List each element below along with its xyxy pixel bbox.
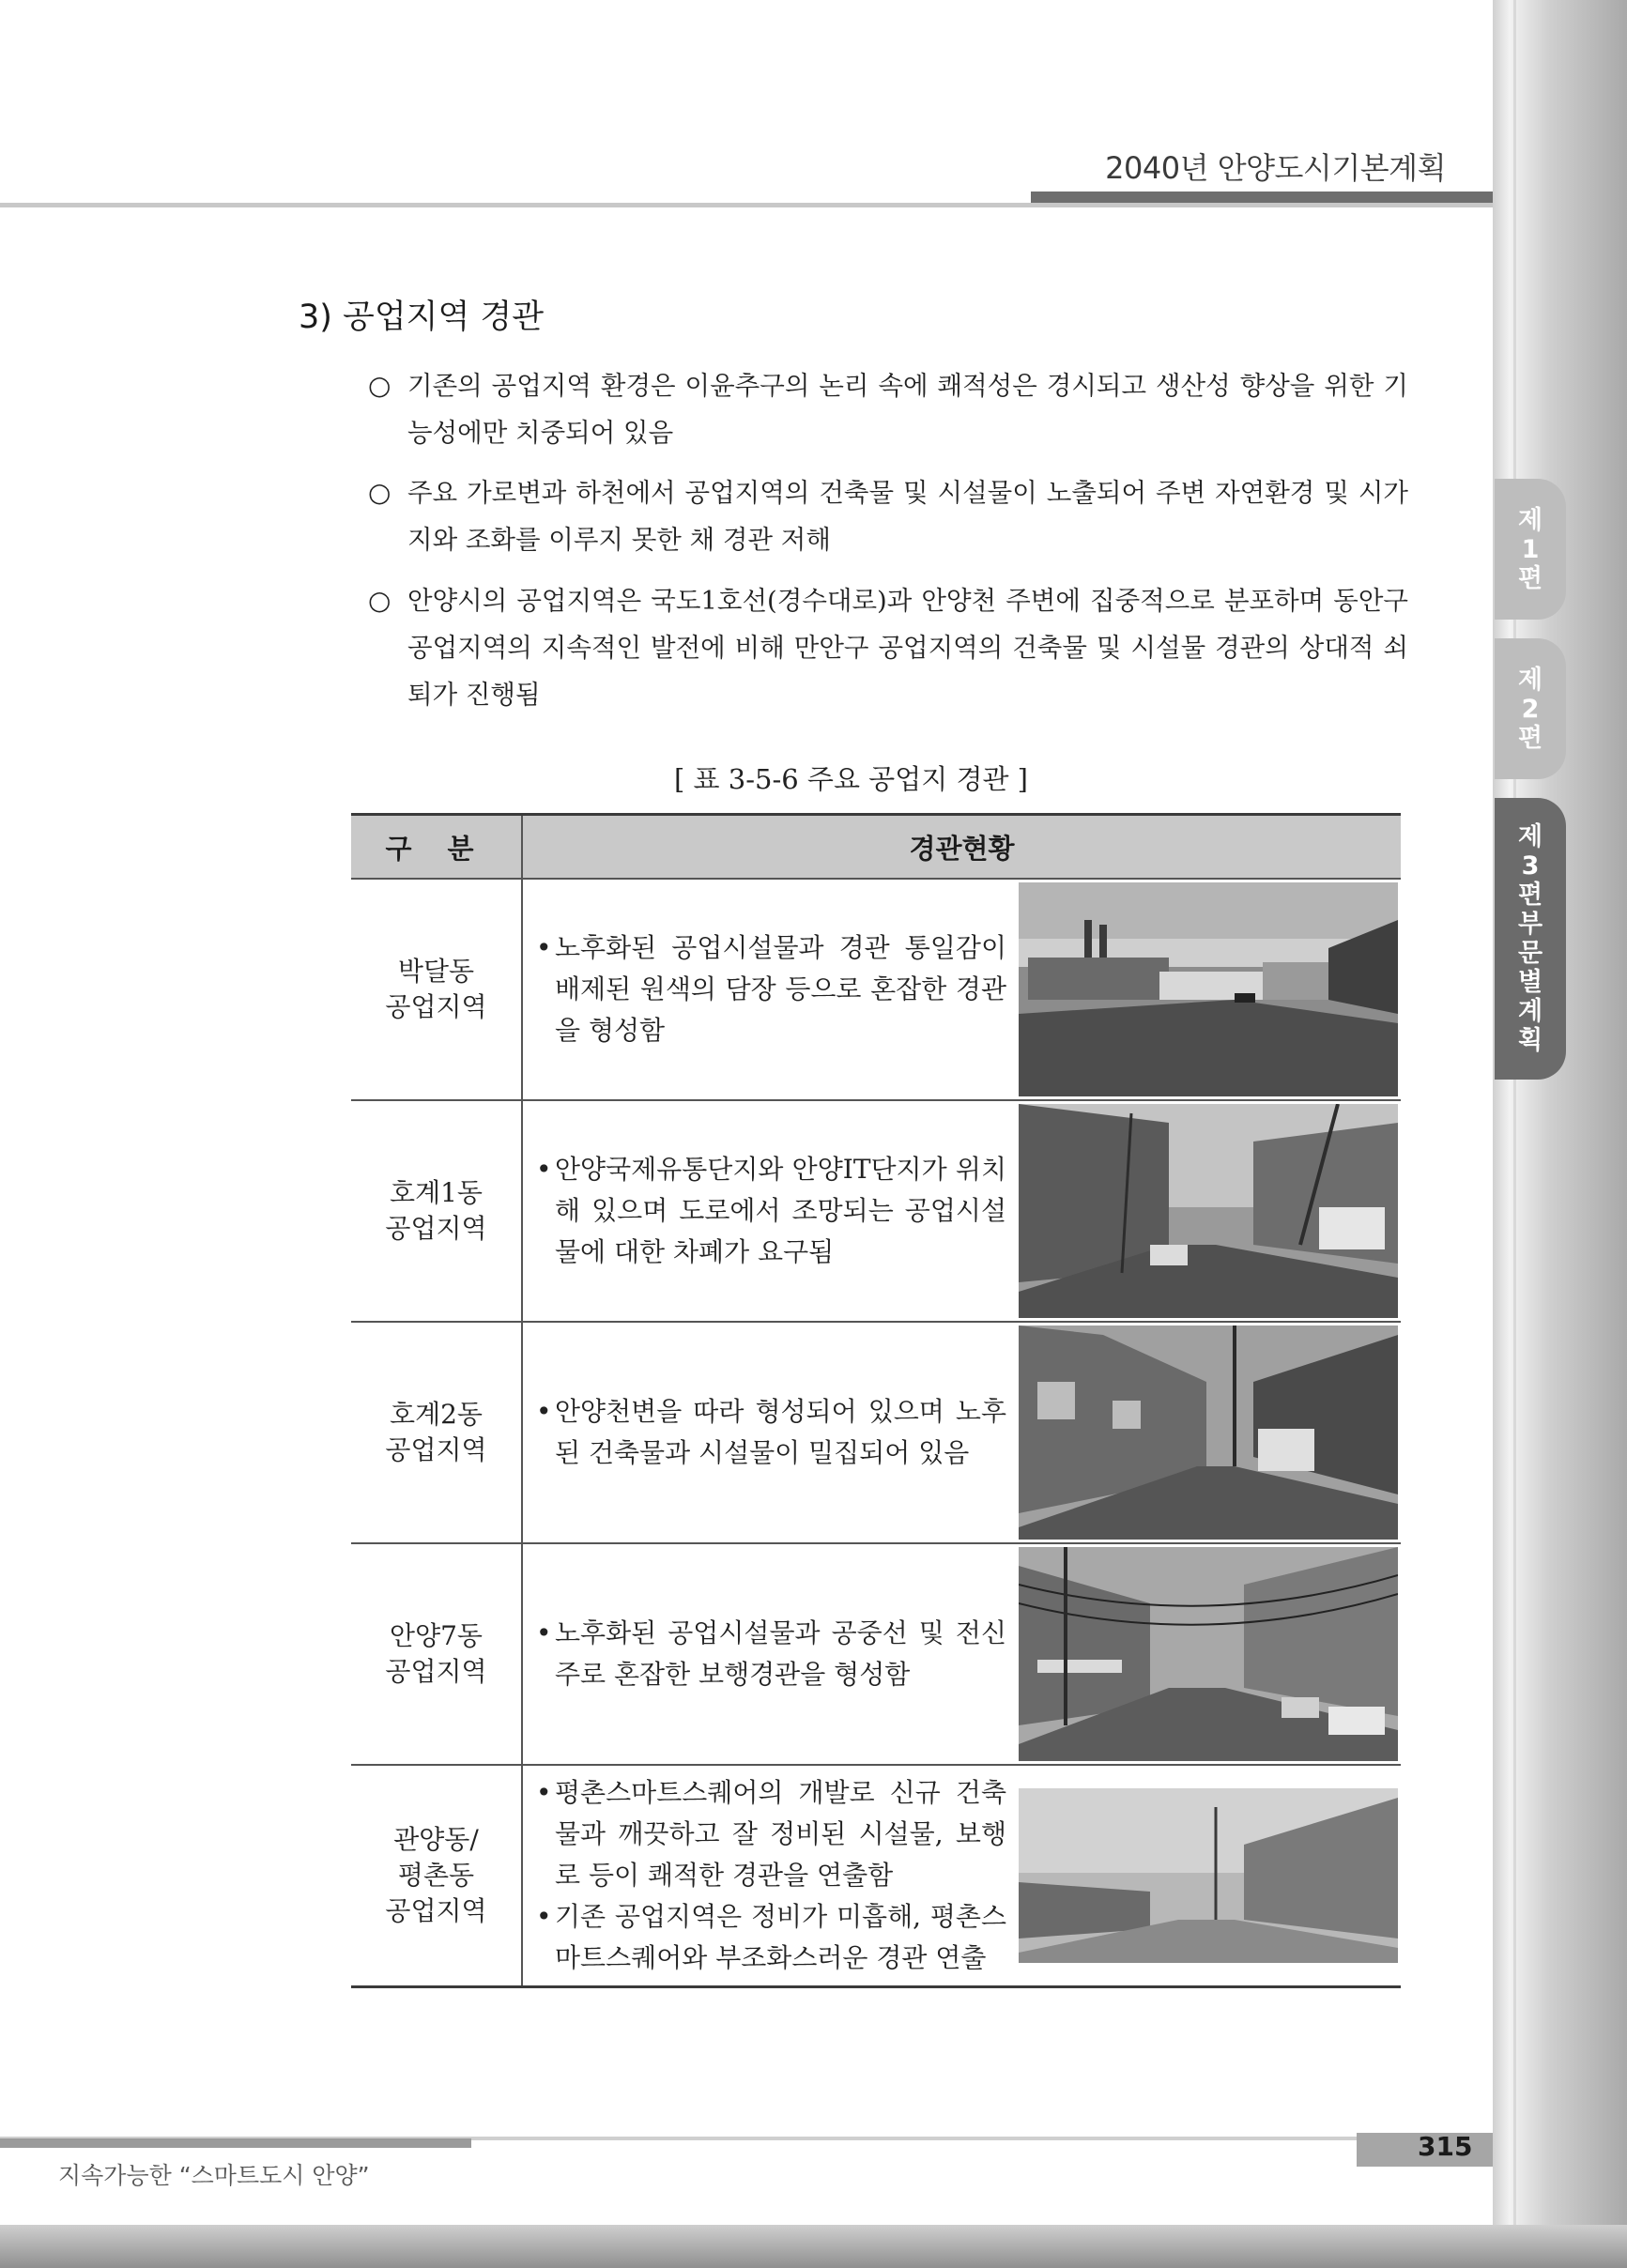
- row-name-line: 안양7동: [390, 1620, 483, 1651]
- footer-rule-accent: [0, 2138, 471, 2148]
- dot-bullet-icon: •: [536, 1900, 552, 1932]
- header-title: 2040년 안양도시기본계획: [1105, 150, 1446, 186]
- row-name: [351, 1543, 522, 1765]
- street-photo: [1019, 1104, 1398, 1318]
- bullet-item: [368, 469, 1408, 563]
- bullet-text: 기존의 공업지역 환경은 이윤추구의 논리 속에 쾌적성은 경시되고 생산성 향상을 위한 기능성에만 치중되어 있음: [407, 371, 1408, 448]
- row-photo-cell: [1016, 879, 1401, 1100]
- table-row: [351, 879, 1401, 1100]
- dot-bullet-icon: •: [536, 932, 552, 963]
- row-description: [522, 1322, 1016, 1543]
- dot-bullet-icon: •: [536, 1154, 552, 1185]
- page-bottom-shadow: [0, 2225, 1627, 2268]
- page-edge-line: [1513, 0, 1516, 2225]
- row-description-text: 안양국제유통단지와 안양IT단지가 위치해 있으며 도로에서 조망되는 공업시설물에 대한 차폐가 요구됨: [555, 1154, 1006, 1267]
- side-tab-label: 제1편: [1517, 505, 1543, 593]
- row-description-text: 기존 공업지역은 정비가 미흡해, 평촌스마트스퀘어와 부조화스러운 경관 연출: [555, 1900, 1006, 1973]
- header-rule-accent: [1031, 192, 1493, 203]
- footer-text: 지속가능한 “스마트도시 안양”: [58, 2162, 370, 2189]
- side-tab-part-1[interactable]: [1495, 479, 1566, 620]
- street-photo: [1019, 1326, 1398, 1540]
- section-title: 3) 공업지역 경관: [299, 299, 545, 336]
- dot-bullet-icon: •: [536, 1776, 552, 1808]
- page-number: 315: [1418, 2131, 1473, 2162]
- table-row: [351, 1100, 1401, 1322]
- row-name-line: 공업지역: [385, 1213, 487, 1244]
- dot-bullet-icon: •: [536, 1617, 552, 1648]
- side-tab-label: 제2편: [1517, 665, 1543, 753]
- row-description-text: 노후화된 공업시설물과 공중선 및 전신주로 혼잡한 보행경관을 형성함: [555, 1617, 1006, 1690]
- row-name: [351, 1322, 522, 1543]
- row-name-line: 박달동: [397, 956, 475, 987]
- row-description: [522, 1543, 1016, 1765]
- bullet-text: 주요 가로변과 하천에서 공업지역의 건축물 및 시설물이 노출되어 주변 자연환경 및 시가지와 조화를 이루지 못한 채 경관 저해: [407, 478, 1408, 555]
- dot-bullet-icon: •: [536, 1396, 552, 1427]
- landscape-table: [351, 813, 1401, 1988]
- row-name-line: 공업지역: [385, 991, 487, 1022]
- row-name: [351, 879, 522, 1100]
- street-photo: [1019, 1547, 1398, 1761]
- row-name: [351, 1100, 522, 1322]
- table-header-status: 경관현황: [522, 815, 1401, 880]
- row-photo-cell: [1016, 1543, 1401, 1765]
- bullet-text: 안양시의 공업지역은 국도1호선(경수대로)과 안양천 주변에 집중적으로 분포하며 동안구 공업지역의 지속적인 발전에 비해 만안구 공업지역의 건축물 및 시설물 경관의 상대적 쇠퇴가 진행됨: [407, 586, 1408, 710]
- table-row: [351, 1543, 1401, 1765]
- table-caption: [ 표 3-5-6 주요 공업지 경관 ]: [674, 763, 1028, 795]
- circle-bullet-icon: ○: [368, 477, 391, 508]
- bullet-item: [368, 362, 1408, 456]
- table-row: [351, 1765, 1401, 1986]
- side-tab-label: 제3편 부문별 계획: [1517, 822, 1543, 1055]
- row-photo-cell: [1016, 1322, 1401, 1543]
- row-description-text: 안양천변을 따라 형성되어 있으며 노후된 건축물과 시설물이 밀집되어 있음: [555, 1396, 1006, 1468]
- row-name-line: 공업지역: [385, 1434, 487, 1465]
- side-tab-part-3[interactable]: [1495, 798, 1566, 1080]
- row-name-line: 호계2동: [390, 1399, 483, 1430]
- row-name-line: 관양동/: [393, 1823, 479, 1855]
- header-rule: [0, 203, 1493, 207]
- row-description: [522, 879, 1016, 1100]
- row-name-line: 공업지역: [385, 1894, 487, 1926]
- row-name-line: 호계1동: [390, 1177, 483, 1208]
- row-name-line: 공업지역: [385, 1656, 487, 1687]
- row-name-line: 평촌동: [397, 1859, 475, 1891]
- row-description-text: 노후화된 공업시설물과 경관 통일감이 배제된 원색의 담장 등으로 혼잡한 경관을 형성함: [555, 932, 1006, 1046]
- row-description-text: 평촌스마트스퀘어의 개발로 신규 건축물과 깨끗하고 잘 정비된 시설물, 보행로 등이 쾌적한 경관을 연출함: [555, 1776, 1006, 1891]
- street-photo: [1019, 1788, 1398, 1963]
- table-row: [351, 1322, 1401, 1543]
- table-header-category: 구 분: [351, 815, 522, 880]
- circle-bullet-icon: ○: [368, 585, 391, 616]
- row-photo-cell: [1016, 1765, 1401, 1986]
- street-photo: [1019, 882, 1398, 1096]
- row-photo-cell: [1016, 1100, 1401, 1322]
- bullet-item: [368, 577, 1408, 718]
- row-description: [522, 1765, 1016, 1986]
- row-name: [351, 1765, 522, 1986]
- circle-bullet-icon: ○: [368, 370, 391, 401]
- row-description: [522, 1100, 1016, 1322]
- side-tab-part-2[interactable]: [1495, 638, 1566, 779]
